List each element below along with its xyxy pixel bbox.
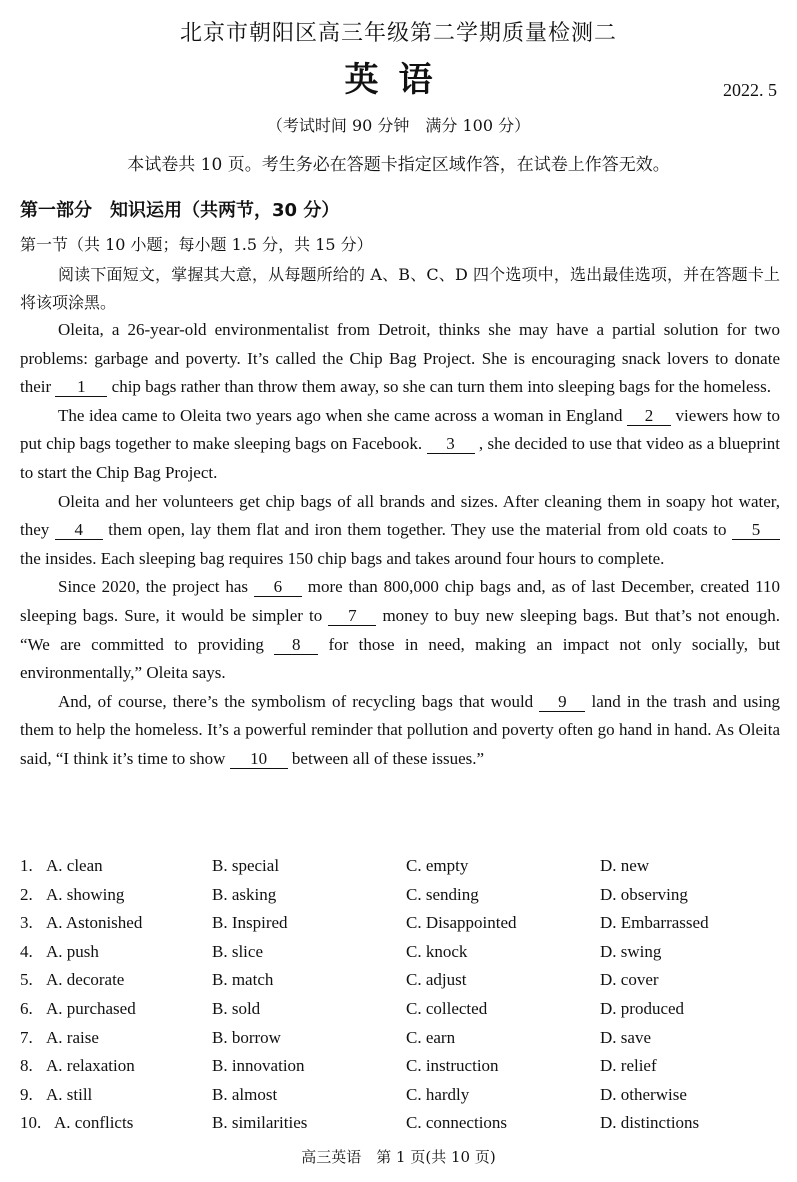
option-d: D. save — [600, 1027, 651, 1047]
option-a: A. push — [46, 941, 99, 961]
paragraph-5 — [20, 688, 780, 774]
option-a: A. raise — [46, 1027, 99, 1047]
option-c: C. empty — [406, 856, 469, 875]
blank-1: 1 — [55, 378, 107, 397]
option-c: C. hardly — [406, 1084, 470, 1104]
option-c: C. adjust — [406, 970, 467, 990]
option-d: D. relief — [600, 1056, 657, 1076]
option-b: B. similarities — [212, 1113, 308, 1133]
question-number: 1. — [20, 856, 33, 875]
blank-10: 10 — [230, 750, 288, 769]
blank-2: 2 — [627, 407, 671, 426]
passage-text: them open, lay them flat and iron them together. They use the material from old coats to — [102, 520, 732, 540]
question-number: 7. — [20, 1027, 33, 1047]
exam-notice: 本试卷共 10 页。考生务必在答题卡指定区域作答，在试卷上作答无效。 — [127, 155, 670, 175]
option-d: D. cover — [600, 970, 659, 990]
option-row-10 — [20, 1109, 780, 1138]
blank-3: 3 — [427, 435, 475, 454]
exam-date: 2022. 5 — [723, 80, 777, 100]
option-c: C. Disappointed — [406, 913, 517, 933]
option-d: D. observing — [600, 884, 688, 904]
option-c: C. earn — [406, 1027, 456, 1047]
option-row-7 — [20, 1024, 780, 1053]
option-d: D. distinctions — [600, 1113, 700, 1133]
question-number: 6. — [20, 998, 33, 1018]
option-c: C. collected — [406, 998, 488, 1018]
passage-text: money to buy new sleeping bags. But that’s not enough. “We are committed to providing — [20, 605, 780, 654]
question-number: 8. — [20, 1056, 33, 1076]
option-d: D. Embarrassed — [600, 913, 709, 933]
option-b: B. match — [212, 970, 274, 990]
option-a: A. decorate — [46, 970, 125, 990]
instructions: 阅读下面短文，掌握其大意，从每题所给的 A、B、C、D 四个选项中，选出最佳选项，并在答题卡上将该项涂黑。 — [20, 265, 780, 312]
passage-text: , she decided to use that video as a blueprint to start the Chip Bag Project. — [20, 434, 781, 482]
option-row-3 — [20, 909, 780, 938]
option-c: C. sending — [406, 884, 479, 904]
option-row-8 — [20, 1052, 780, 1081]
option-a: A. conflicts — [54, 1113, 134, 1133]
passage-text: for those in need, making an impact not only socially, but environmentally,” Oleita says. — [20, 634, 780, 683]
option-c: C. connections — [406, 1113, 508, 1133]
subject-title: 英语 — [344, 60, 453, 100]
question-number: 9. — [20, 1084, 33, 1104]
blank-6: 6 — [254, 578, 302, 597]
passage-text: the insides. Each sleeping bag requires 150 chip bags and takes around four hours to complete. — [20, 548, 665, 568]
passage-text: more than 800,000 chip bags and, as of last December, created 110 sleeping bags. Sure, it would be simpler to — [20, 577, 780, 625]
passage-text: And, of course, there’s the symbolism of recycling bags that would — [58, 691, 540, 711]
question-number: 4. — [20, 941, 33, 961]
part-title: 第一部分 知识运用（共两节，30 分） — [20, 200, 340, 221]
passage-text: viewers how to put chip bags together to make sleeping bags on Facebook. — [20, 405, 780, 454]
blank-7: 7 — [328, 607, 376, 626]
question-number: 5. — [20, 970, 33, 990]
option-a: A. showing — [46, 884, 125, 904]
option-b: B. Inspired — [212, 913, 288, 933]
cloze-passage — [20, 316, 780, 774]
option-row-2 — [20, 881, 780, 910]
option-row-5 — [20, 966, 780, 995]
option-row-6 — [20, 995, 780, 1024]
option-row-4 — [20, 938, 780, 967]
option-b: B. innovation — [212, 1056, 305, 1076]
paragraph-1 — [20, 316, 780, 402]
question-number: 2. — [20, 884, 33, 904]
option-b: B. slice — [212, 941, 263, 961]
option-b: B. asking — [212, 884, 277, 904]
option-d: D. new — [600, 856, 650, 875]
exam-title: 北京市朝阳区高三年级第二学期质量检测二 — [179, 21, 617, 46]
option-d: D. produced — [600, 998, 685, 1018]
blank-5: 5 — [732, 521, 780, 540]
paragraph-2 — [20, 402, 780, 488]
option-a: A. clean — [46, 856, 103, 875]
time-info: （考试时间 90 分钟 满分 100 分） — [266, 116, 531, 135]
option-a: A. purchased — [46, 998, 136, 1018]
option-b: B. almost — [212, 1084, 278, 1104]
option-a: A. still — [46, 1084, 93, 1104]
option-b: B. borrow — [212, 1027, 281, 1047]
passage-text: Oleita, a 26-year-old environmentalist from Detroit, thinks she may have a partial solution for two problems: garbage and poverty. It’s called the Chip Bag Project. She is encouraging snack lovers to donate their — [20, 320, 780, 397]
option-a: A. relaxation — [46, 1056, 135, 1076]
passage-text: Since 2020, the project has — [58, 577, 254, 597]
passage-text: Oleita and her volunteers get chip bags of all brands and sizes. After cleaning them in soapy hot water, they — [20, 491, 780, 540]
option-b: B. special — [212, 856, 280, 875]
passage-text: between all of these issues.” — [287, 748, 485, 768]
passage-text: chip bags rather than throw them away, so she can turn them into sleeping bags for the homeless. — [107, 377, 772, 397]
option-row-1 — [20, 852, 780, 881]
answer-options — [20, 852, 780, 1138]
option-row-9 — [20, 1081, 780, 1110]
option-d: D. otherwise — [600, 1084, 687, 1104]
option-d: D. swing — [600, 941, 662, 961]
option-b: B. sold — [212, 998, 261, 1018]
page-footer: 高三英语 第 1 页(共 10 页) — [301, 1148, 496, 1166]
option-c: C. knock — [406, 941, 468, 961]
passage-text: land in the trash and using them to help the homeless. It’s a powerful reminder that pollution and poverty often go hand in hand. As Oleita said, “I think it’s time to show — [20, 691, 780, 768]
option-c: C. instruction — [406, 1056, 499, 1076]
blank-9: 9 — [539, 693, 585, 712]
section-title: 第一节（共 10 小题；每小题 1.5 分，共 15 分） — [20, 235, 373, 254]
passage-text: The idea came to Oleita two years ago when she came across a woman in England — [58, 405, 628, 425]
blank-4: 4 — [55, 521, 103, 540]
question-number: 10. — [20, 1113, 42, 1133]
paragraph-3 — [20, 488, 780, 574]
question-number: 3. — [20, 913, 33, 933]
option-a: A. Astonished — [46, 913, 143, 933]
blank-8: 8 — [274, 636, 318, 655]
paragraph-4 — [20, 573, 780, 687]
